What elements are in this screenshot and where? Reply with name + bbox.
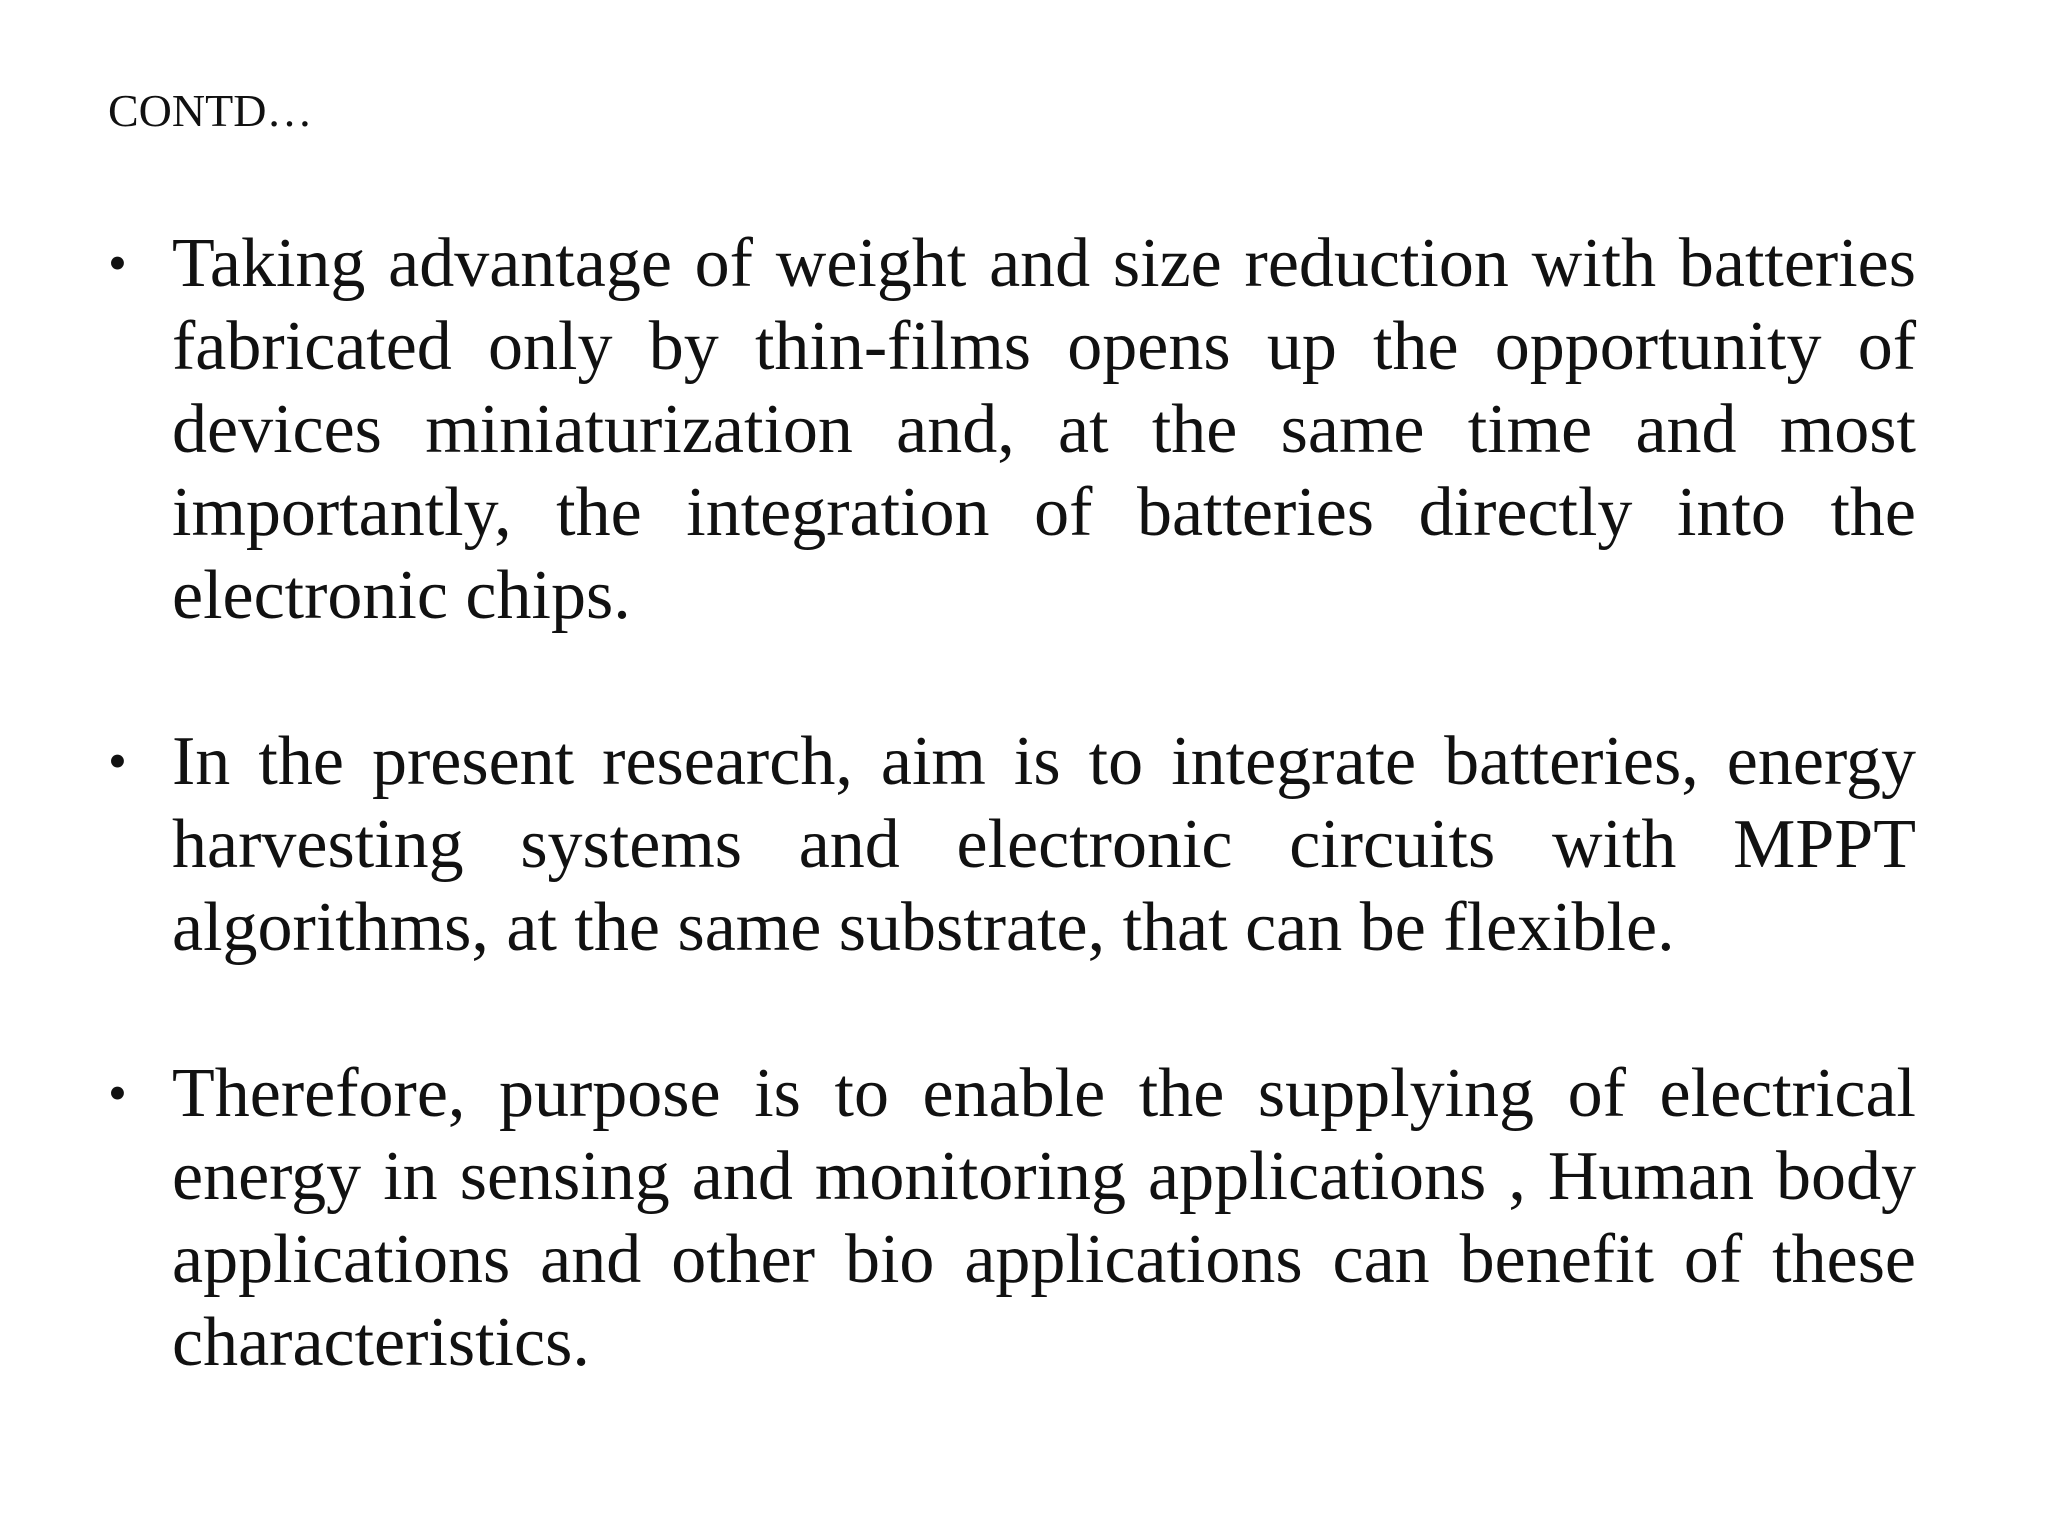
bullet-text: Taking advantage of weight and size reduction with batteries fabricated only by thin-films opens up the opportunity of devices miniaturization and, at the same time and most importantly, the integration of batteries directly into the electronic chips. xyxy=(172,225,1916,634)
bullet-text: Therefore, purpose is to enable the supplying of electrical energy in sensing and monitoring applications , Human body applications and other bio applications can benefit of these characteristics. xyxy=(172,1055,1916,1381)
bullet-list xyxy=(108,222,1916,1384)
bullet-icon: • xyxy=(108,233,127,293)
bullet-text: In the present research, aim is to integrate batteries, energy harvesting systems and electronic circuits with MPPT algorithms, at the same substrate, that can be flexible. xyxy=(172,723,1916,966)
bullet-icon: • xyxy=(108,731,127,791)
slide-title: CONTD… xyxy=(108,85,313,136)
bullet-item xyxy=(108,1052,1916,1384)
bullet-item xyxy=(108,222,1916,637)
bullet-item xyxy=(108,720,1916,969)
bullet-icon: • xyxy=(108,1063,127,1123)
